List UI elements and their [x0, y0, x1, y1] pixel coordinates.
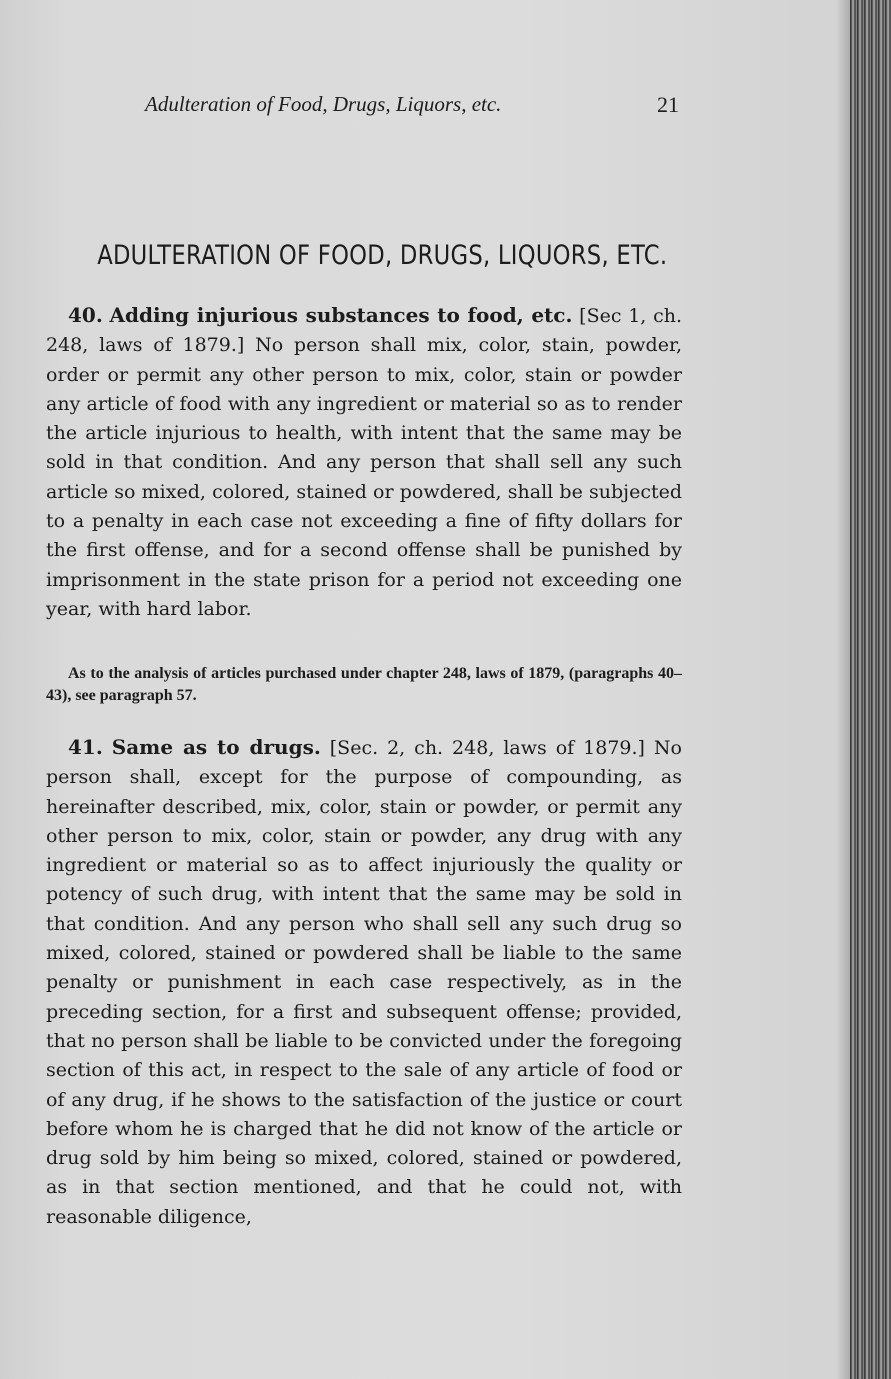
section-heading: Adding injurious substances to food, etc. [109, 303, 573, 327]
section-40 [46, 301, 682, 624]
section-body: [Sec. 2, ch. 248, laws of 1879.] No person shall, except for the purpose of compounding, as hereinafter described, mix, color, stain or powder, or permit any other person to mix, color, stain or powder, any drug with any ingredient or material so as to affect injuriously the quality or potency of such drug, with intent that the same may be sold in that condition. And any person who shall sell any such drug so mixed, colored, stained or powdered shall be liable to the same penalty or punishment in each case respectively, as in the preceding section, for a first and subsequent offense; provided, that no person shall be liable to be convicted under the foregoing section of this act, in respect to the sale of any article of food or of any drug, if he shows to the satisfaction of the justice or court before whom he is charged that he did not know of the article or drug sold by him being so mixed, colored, stained or powdered, as in that section mentioned, and that he could not, with reasonable diligence, [46, 737, 682, 1228]
page-edges [850, 0, 891, 1379]
section-body: [Sec 1, ch. 248, laws of 1879.] No person shall mix, color, stain, powder, order or permit any other person to mix, color, stain or powder any article of food with any ingredient or material so as to render the article injurious to health, with intent that the same may be sold in that condition. And any person that shall sell any such article so mixed, colored, stained or powdered, shall be subjected to a penalty in each case not exceeding a fine of fifty dollars for the first offense, and for a second offense shall be punished by imprisonment in the state prison for a period not exceeding one year, with hard labor. [46, 305, 682, 620]
page-number: 21 [657, 92, 679, 117]
running-title: Adulteration of Food, Drugs, Liquors, etc. [145, 92, 502, 116]
section-number: 41. [68, 735, 103, 759]
section-41 [46, 733, 682, 1232]
chapter-title: ADULTERATION OF FOOD, DRUGS, LIQUORS, ETC. [97, 240, 668, 271]
footnote: As to the analysis of articles purchased under chapter 248, laws of 1879, (paragraphs 40–43), see paragraph 57. [46, 665, 682, 704]
page-gutter-shadow [836, 0, 850, 1379]
running-head [145, 92, 685, 122]
section-number: 40. [68, 303, 103, 327]
section-heading: Same as to drugs. [111, 735, 321, 759]
